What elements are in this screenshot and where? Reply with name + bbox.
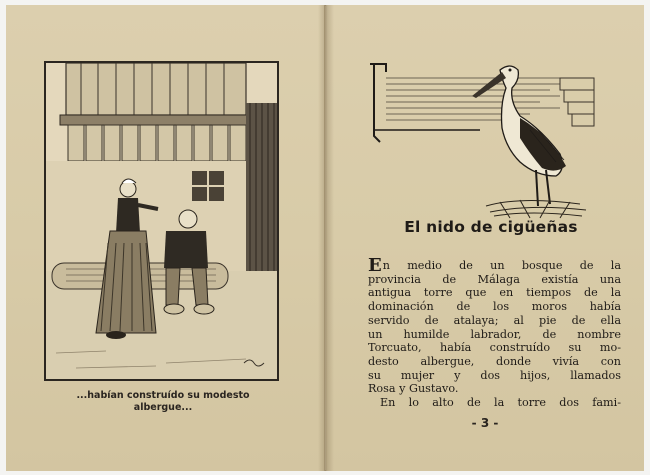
text-line: Torcuato, había construído su mo-: [368, 341, 621, 355]
text-line: antigua torre que en tiempos de la: [368, 286, 621, 300]
page-number: - 3 -: [471, 416, 499, 430]
text-line: desto albergue, donde vivía con: [368, 354, 621, 368]
illustration-caption: [60, 390, 266, 414]
text-line: servido de atalaya; al pie de ella: [368, 313, 621, 327]
text-line: un humilde labrador, de nombre: [368, 327, 621, 341]
farm-couple-illustration: [44, 61, 279, 381]
caption-line-2: albergue...: [133, 402, 193, 413]
text-line: En lo alto de la torre dos fami-: [380, 396, 621, 410]
drop-initial: E: [368, 255, 382, 276]
story-paragraph: [368, 257, 621, 410]
text-line: dominación de los moros había: [368, 300, 621, 314]
text-line: su mujer y dos hijos, llamados: [368, 368, 621, 382]
text-line: provincia de Málaga existía una: [368, 272, 621, 286]
chapter-title: El nido de cigüeñas: [404, 218, 578, 236]
text-line: Rosa y Gustavo.: [368, 382, 459, 396]
stork-illustration: [360, 58, 600, 228]
book-gutter: [318, 5, 334, 471]
caption-line-1: ...habían construído su modesto: [76, 390, 250, 401]
text-line: En medio de un bosque de la: [368, 255, 621, 276]
